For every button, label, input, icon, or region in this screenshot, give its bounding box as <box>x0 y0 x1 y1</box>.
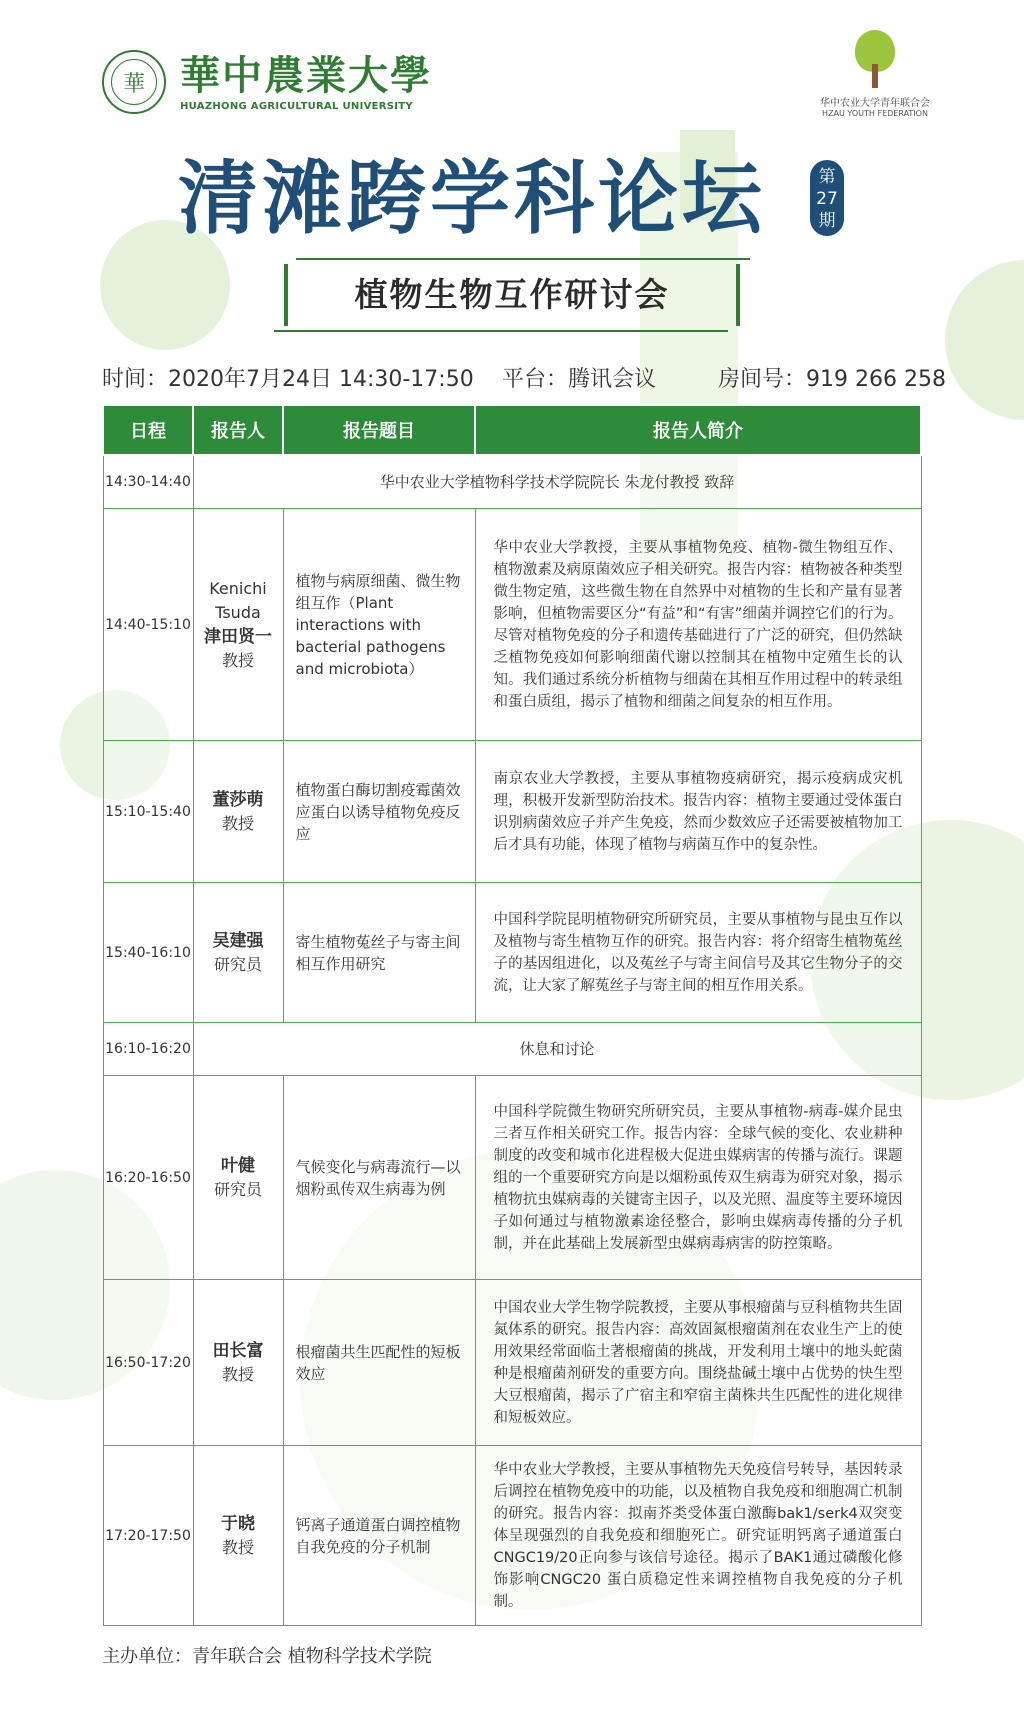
table-row <box>103 509 921 741</box>
talk-topic: 气候变化与病毒流行—以烟粉虱传双生病毒为例 <box>283 1076 475 1280</box>
speaker-name-en: Kenichi Tsuda <box>209 578 267 622</box>
talk-topic: 根瘤菌共生匹配性的短板效应 <box>283 1280 475 1446</box>
column-header-topic: 报告题目 <box>283 405 475 455</box>
column-header-bio: 报告人简介 <box>475 405 921 455</box>
table-row <box>103 455 921 509</box>
speaker-name: 吴建强 <box>212 930 264 951</box>
event-platform: 平台：腾讯会议 <box>502 367 657 392</box>
federation-name-en: HZAU YOUTH FEDERATION <box>822 109 928 118</box>
speaker-cell <box>193 1076 283 1280</box>
talk-topic: 寄生植物菟丝子与寄主间相互作用研究 <box>283 883 475 1023</box>
schedule-table <box>102 404 922 1626</box>
tree-icon <box>845 30 905 88</box>
table-row <box>103 741 921 883</box>
forum-title: 清滩跨学科论坛 <box>178 151 766 245</box>
speaker-name: 津田贤一 <box>204 626 272 647</box>
speaker-title: 教授 <box>221 1537 254 1557</box>
speaker-bio: 南京农业大学教授，主要从事植物疫病研究，揭示疫病成灾机理，积极开发新型防治技术。报告内容：植物主要通过受体蛋白识别病菌效应子并产生免疫，然而少数效应子还需要被植物加工后才具有功能，体现了植物与病菌互作中的复杂性。 <box>475 741 921 883</box>
subtitle-frame <box>284 264 740 326</box>
event-time: 时间：2020年7月24日 14:30-17:50 <box>102 367 474 392</box>
table-row <box>103 1280 921 1446</box>
federation-name-cn: 华中农业大学青年联合会 <box>820 98 930 109</box>
row-time: 14:40-15:10 <box>103 509 193 741</box>
organizer-footer: 主办单位：青年联合会 植物科学技术学院 <box>102 1646 432 1667</box>
row-span-text: 休息和讨论 <box>193 1023 921 1076</box>
column-header-time: 日程 <box>103 405 193 455</box>
speaker-name: 于晓 <box>221 1513 255 1534</box>
talk-topic: 植物与病原细菌、微生物组互作（Plant interactions with bacterial pathogens and microbiota） <box>283 509 475 741</box>
seminar-subtitle: 植物生物互作研讨会 <box>354 275 670 314</box>
row-time: 16:50-17:20 <box>103 1280 193 1446</box>
issue-badge: 第27期 <box>810 160 844 236</box>
row-time: 15:10-15:40 <box>103 741 193 883</box>
speaker-cell <box>193 1280 283 1446</box>
speaker-title: 教授 <box>221 650 254 670</box>
row-time: 15:40-16:10 <box>103 883 193 1023</box>
speaker-cell <box>193 883 283 1023</box>
table-row <box>103 1446 921 1626</box>
table-row <box>103 1076 921 1280</box>
table-header-row <box>103 405 921 455</box>
speaker-cell <box>193 741 283 883</box>
speaker-bio: 中国农业大学生物学院教授，主要从事根瘤菌与豆科植物共生固氮体系的研究。报告内容：高效固氮根瘤菌剂在农业生产上的使用效果经常面临土著根瘤菌的挑战，开发利用土壤中的地头蛇菌种是根瘤菌剂研发的重要方向。围绕盐碱土壤中占优势的快生型大豆根瘤菌，揭示了广宿主和窄宿主菌株共生匹配性的进化规律和短板效应。 <box>475 1280 921 1446</box>
speaker-title: 研究员 <box>213 954 262 974</box>
talk-topic: 植物蛋白酶切割疫霉菌效应蛋白以诱导植物免疫反应 <box>283 741 475 883</box>
speaker-title: 教授 <box>221 813 254 833</box>
youth-federation-logo <box>800 30 950 118</box>
speaker-title: 教授 <box>221 1364 254 1384</box>
column-header-speaker: 报告人 <box>193 405 283 455</box>
row-time: 16:20-16:50 <box>103 1076 193 1280</box>
university-logo <box>102 50 432 114</box>
table-row <box>103 1023 921 1076</box>
speaker-cell <box>193 509 283 741</box>
row-span-text: 华中农业大学植物科学技术学院院长 朱龙付教授 致辞 <box>193 455 921 509</box>
table-row <box>103 883 921 1023</box>
speaker-name: 董莎萌 <box>212 789 264 810</box>
speaker-cell <box>193 1446 283 1626</box>
event-room: 房间号：919 266 258 <box>718 367 946 392</box>
row-time: 14:30-14:40 <box>103 455 193 509</box>
speaker-name: 叶健 <box>221 1155 255 1176</box>
row-time: 17:20-17:50 <box>103 1446 193 1626</box>
talk-topic: 钙离子通道蛋白调控植物自我免疫的分子机制 <box>283 1446 475 1626</box>
speaker-bio: 华中农业大学教授，主要从事植物免疫、植物-微生物组互作、植物激素及病原菌效应子相关研究。报告内容：植物被各种类型微生物定殖，这些微生物在自然界中对植物的生长和产量有显著影响，但植物需要区分“有益”和“有害”细菌并调控它们的行为。尽管对植物免疫的分子和遗传基础进行了广泛的研究，但仍然缺乏植物免疫如何影响细菌代谢以控制其在植物中定殖生长的认知。我们通过系统分析植物与细菌在其相互作用过程中的转录组和蛋白质组，揭示了植物和细菌之间复杂的相互作用。 <box>475 509 921 741</box>
university-seal-icon: 華 <box>102 50 166 114</box>
university-name-en: HUAZHONG AGRICULTURAL UNIVERSITY <box>180 100 413 112</box>
university-name-cn: 華中農業大學 <box>180 51 432 99</box>
speaker-bio: 中国科学院昆明植物研究所研究员，主要从事植物与昆虫互作以及植物与寄生植物互作的研究。报告内容：将介绍寄生植物菟丝子的基因组进化，以及菟丝子与寄主间信号及其它生物分子的交流，让大家了解菟丝子与寄主间的相互作用关系。 <box>475 883 921 1023</box>
decor-circle <box>945 260 1024 420</box>
speaker-bio: 中国科学院微生物研究所研究员，主要从事植物-病毒-媒介昆虫三者互作相关研究工作。报告内容：全球气候的变化、农业耕种制度的改变和城市化进程极大促进虫媒病害的传播与流行。课题组的一个重要研究方向是以烟粉虱传双生病毒为研究对象，揭示植物抗虫媒病毒的关键寄主因子，以及光照、温度等主要环境因子如何通过与植物激素途径整合，影响虫媒病毒传播的分子机制，并在此基础上发展新型虫媒病毒病害的防控策略。 <box>475 1076 921 1280</box>
row-time: 16:10-16:20 <box>103 1023 193 1076</box>
speaker-title: 研究员 <box>213 1179 262 1199</box>
speaker-bio: 华中农业大学教授，主要从事植物先天免疫信号转导，基因转录后调控在植物免疫中的功能，以及植物自我免疫和细胞凋亡机制的研究。报告内容：拟南芥类受体蛋白激酶bak1/serk4双突变体呈现强烈的自我免疫和细胞死亡。研究证明钙离子通道蛋白CNGC19/20正向参与该信号途径。揭示了BAK1通过磷酸化修饰影响CNGC20 蛋白质稳定性来调控植物自我免疫的分子机制。 <box>475 1446 921 1626</box>
speaker-name: 田长富 <box>212 1340 264 1361</box>
